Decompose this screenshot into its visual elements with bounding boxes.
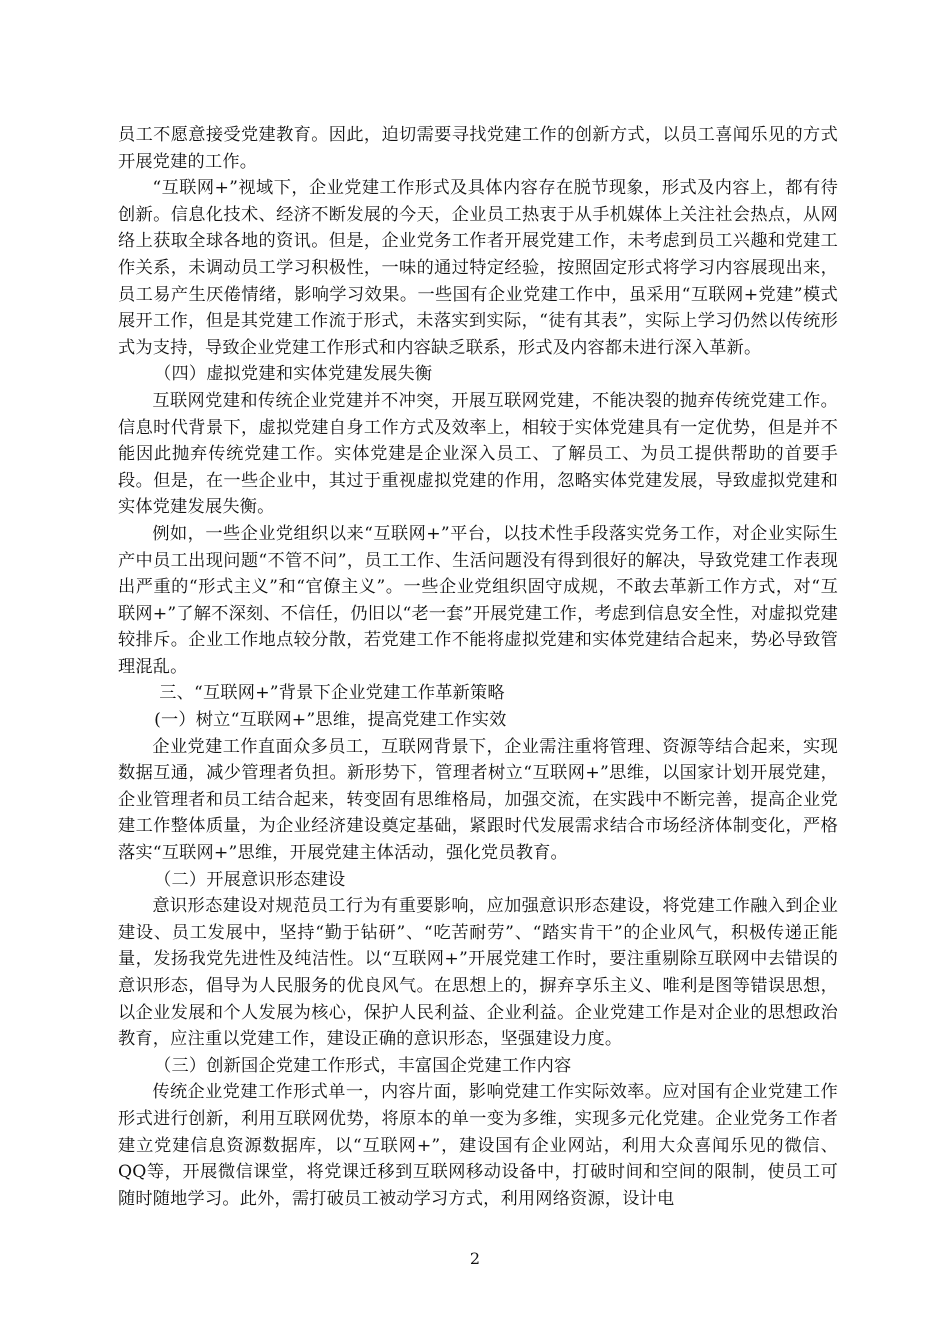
paragraph: 互联网党建和传统企业党建并不冲突，开展互联网党建，不能决裂的抛弃传统党建工作。信息时代背景下，虚拟党建自身工作方式及效率上，相较于实体党建具有一定优势，但是并不能因此抛弃传统党建工作。实体党建是企业深入员工、了解员工、为员工提供帮助的首要手段。但是，在一些企业中，其过于重视虚拟党建的作用，忽略实体党建发展，导致虚拟党建和实体党建发展失衡。 [118, 390, 838, 518]
paragraph: 企业党建工作直面众多员工，互联网背景下，企业需注重将管理、资源等结合起来，实现数据互通，减少管理者负担。新形势下，管理者树立“互联网+”思维，以国家计划开展党建，企业管理者和员工结合起来，转变固有思维格局，加强交流，在实践中不断完善，提高企业党建工作整体质量，为企业经济建设奠定基础，紧跟时代发展需求结合市场经济体制变化，严格落实“互联网+”思维，开展党建主体活动，强化党员教育。 [118, 736, 838, 864]
document-body [118, 122, 838, 1212]
paragraph: “互联网+”视域下，企业党建工作形式及具体内容存在脱节现象，形式及内容上，都有待创新。信息化技术、经济不断发展的今天，企业员工热衷于从手机媒体上关注社会热点，从网络上获取全球各地的资讯。但是，企业党务工作者开展党建工作，未考虑到员工兴趣和党建工作关系，未调动员工学习积极性，一味的通过特定经验，按照固定形式将学习内容展现出来，员工易产生厌倦情绪，影响学习效果。一些国有企业党建工作中，虽采用“互联网+党建”模式展开工作，但是其党建工作流于形式，未落实到实际，“徒有其表”，实际上学习仍然以传统形式为支持，导致企业党建工作形式和内容缺乏联系，形式及内容都未进行深入革新。 [118, 178, 838, 358]
page-number: 2 [469, 1249, 481, 1268]
section-heading: （四）虚拟党建和实体党建发展失衡 [154, 364, 433, 385]
paragraph: 意识形态建设对规范员工行为有重要影响，应加强意识形态建设，将党建工作融入到企业建设、员工发展中，坚持“勤于钻研”、“吃苦耐劳”、“踏实肯干”的企业风气，积极传递正能量，发扬我党先进性及纯洁性。以“互联网+”开展党建工作时，要注重剔除互联网中去错误的意识形态，倡导为人民服务的优良风气。在思想上的，摒弃享乐主义、唯利是图等错误思想，以企业发展和个人发展为核心，保护人民利益、企业利益。企业党建工作是对企业的思想政治教育，应注重以党建工作，建设正确的意识形态，坚强建设力度。 [118, 896, 838, 1050]
chapter-heading: 三、“互联网+”背景下企业党建工作革新策略 [159, 683, 505, 704]
paragraph: 例如，一些企业党组织以来“互联网+”平台，以技术性手段落实党务工作，对企业实际生产中员工出现问题“不管不问”，员工工作、生活问题没有得到很好的解决，导致党建工作表现出严重的“形式主义”和“官僚主义”。一些企业党组织固守成规，不敢去革新工作方式，对“互联网+”了解不深刻、不信任，仍旧以“老一套”开展党建工作，考虑到信息安全性，对虚拟党建较排斥。企业工作地点较分散，若党建工作不能将虚拟党建和实体党建结合起来，势必导致管理混乱。 [118, 523, 838, 677]
section-heading: （三）创新国企党建工作形式，丰富国企党建工作内容 [154, 1055, 572, 1076]
section-heading: (一）树立“互联网+”思维，提高党建工作实效 [154, 710, 507, 731]
paragraph: 传统企业党建工作形式单一，内容片面，影响党建工作实际效率。应对国有企业党建工作形式进行创新，利用互联网优势，将原本的单一变为多维，实现多元化党建。企业党务工作者建立党建信息资源数据库，以“互联网+”，建设国有企业网站，利用大众喜闻乐见的微信、QQ等，开展微信课堂，将党课迁移到互联网移动设备中，打破时间和空间的限制，使员工可随时随地学习。此外，需打破员工被动学习方式，利用网络资源，设计电 [118, 1082, 838, 1209]
section-heading: （二）开展意识形态建设 [154, 869, 346, 890]
paragraph: 员工不愿意接受党建教育。因此，迫切需要寻找党建工作的创新方式，以员工喜闻乐见的方式开展党建的工作。 [118, 125, 838, 172]
